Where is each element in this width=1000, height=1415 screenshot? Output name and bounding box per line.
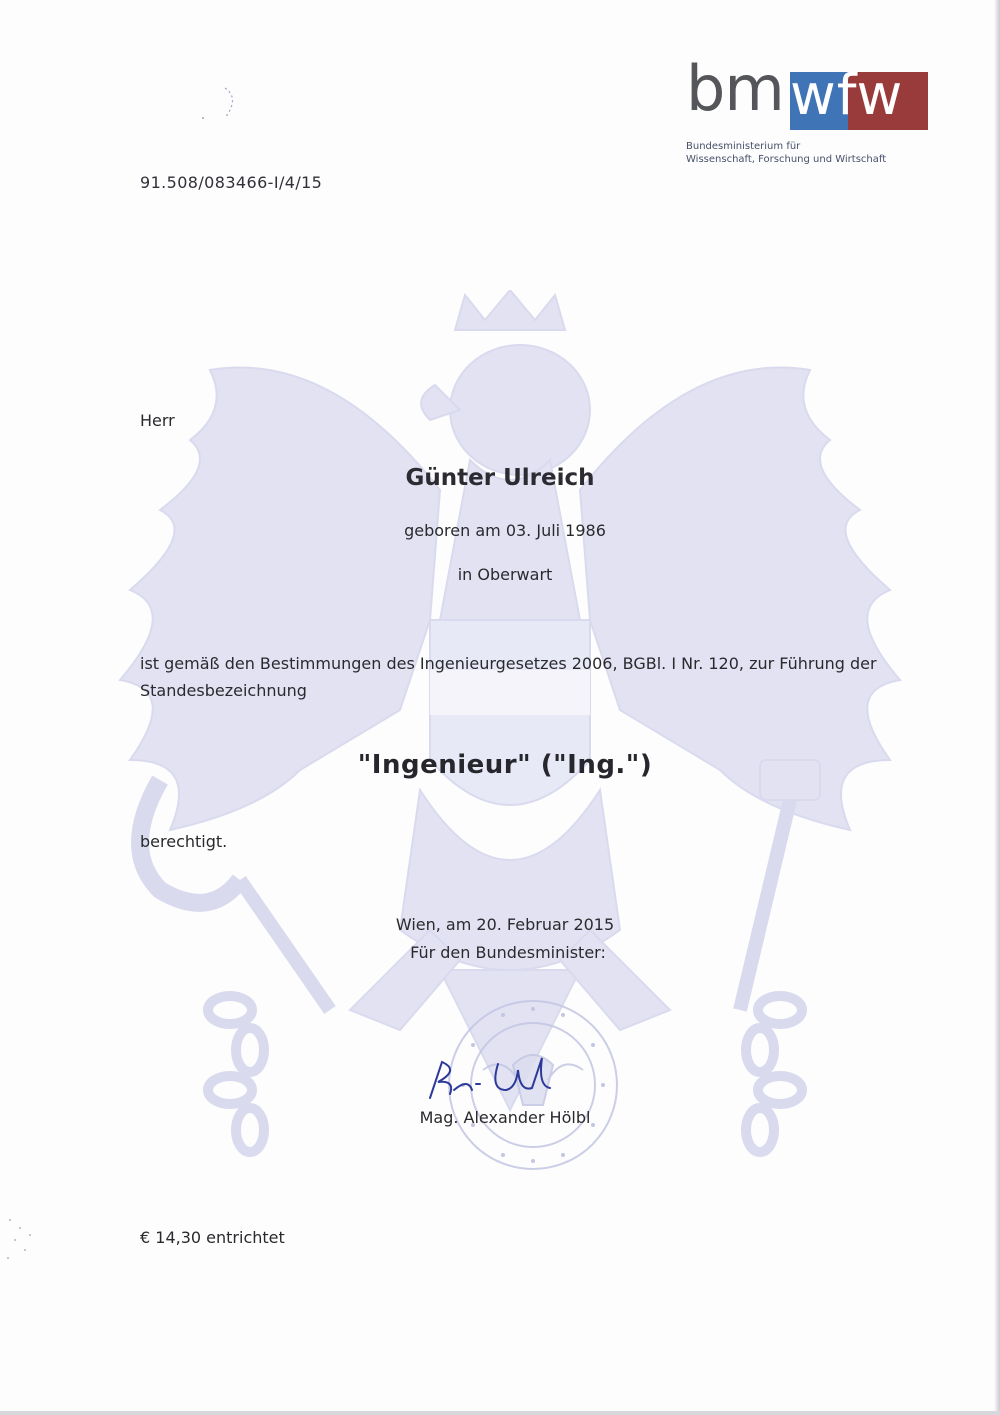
birth-date: geboren am 03. Juli 1986 (404, 521, 606, 540)
fee-paid: € 14,30 entrichtet (140, 1228, 285, 1247)
issue-date: Wien, am 20. Februar 2015 (395, 915, 615, 934)
logo-wfw-text: wfw (790, 63, 904, 128)
logo-subtitle-line2: Wissenschaft, Forschung und Wirtschaft (686, 154, 887, 165)
logo-wordmark (686, 52, 931, 130)
handwritten-signature (420, 1050, 580, 1105)
scan-artifact (0, 1210, 45, 1270)
ministry-logo (686, 52, 931, 166)
logo-bm-text: bm (686, 52, 784, 125)
professional-title: "Ingenieur" ("Ing.") (357, 750, 653, 780)
scan-artifact (195, 78, 255, 138)
birth-place: in Oberwart (457, 565, 553, 584)
salutation: Herr (140, 411, 175, 430)
logo-subtitle-line1: Bundesministerium für (686, 141, 801, 152)
logo-subtitle (686, 140, 931, 166)
signer-name: Mag. Alexander Hölbl (419, 1108, 591, 1127)
document-number: 91.508/083466-I/4/15 (140, 173, 323, 192)
entitled-text: berechtigt. (140, 832, 228, 851)
recipient-name: Günter Ulreich (405, 465, 595, 491)
page-edge (994, 0, 1000, 1415)
page-bottom-edge (0, 1411, 1000, 1415)
for-minister-label: Für den Bundesminister: (410, 943, 606, 962)
legal-basis-text: ist gemäß den Bestimmungen des Ingenieurgesetzes 2006, BGBl. I Nr. 120, zur Führung der Standesbezeichnung (140, 654, 877, 700)
